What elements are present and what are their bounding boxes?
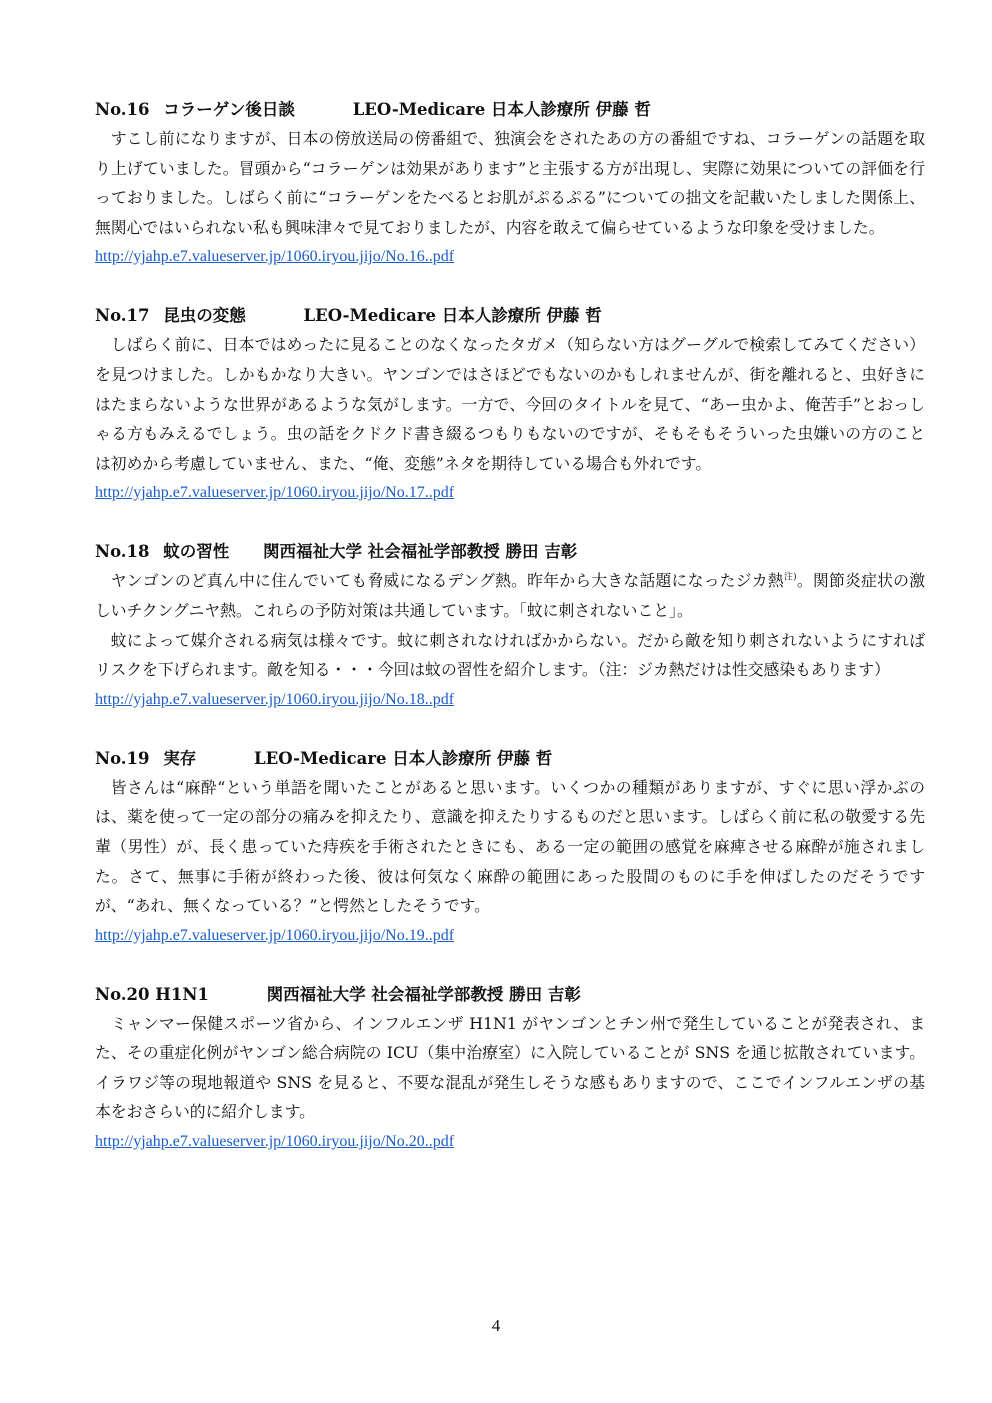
- article-number: No.20 H1N1: [95, 984, 209, 1004]
- article-number: No.17: [95, 306, 150, 326]
- article-title: コラーゲン後日談: [163, 100, 295, 119]
- article-paragraph: 皆さんは“麻酔“という単語を聞いたことがあると思います。いくつかの種類がありますが、すぐに思い浮かぶのは、薬を使って一定の部分の痛みを抑えたり、意識を抑えたりするものだと思います。しばらく前に私の敬愛する先輩（男性）が、長く患っていた痔疾を手術されたときにも、ある一定の範囲の感覚を麻痺させる麻酔が施されました。さて、無事に手術が終わった後、彼は何気なく麻酔の範囲にあった股間のものに手を伸ばしたのだそうですが、“あれ、無くなっている？”と愕然としたそうです。: [95, 777, 925, 916]
- article-no16: [95, 96, 925, 272]
- article-title: 昆虫の変態: [163, 306, 246, 326]
- article-heading: [95, 538, 925, 566]
- article-heading: [95, 302, 925, 330]
- article-link[interactable]: http://yjahp.e7.valueserver.jp/1060.iryou.jijo/No.20..pdf: [95, 1133, 455, 1151]
- article-paragraph: すこし前になりますが、日本の傍放送局の傍番組で、独演会をされたあの方の番組ですね、コラーゲンの話題を取り上げていました。冒頭から“コラーゲンは効果があります”と主張する方が出現し、実際に効果についての評価を行っておりました。しばらく前に“コラーゲンをたべるとお肌がぷるぷる”についての拙文を記載いたしました関係上、無関心ではいられない私も興味津々で見ておりましたが、内容を敢えて偏らせているような印象を受けました。: [95, 129, 925, 237]
- article-number: No.16: [95, 100, 150, 119]
- article-author: LEO-Medicare 日本人診療所 伊藤 哲: [254, 748, 553, 768]
- article-heading: [95, 745, 925, 773]
- paragraph-text: 。関節炎症状の激しいチクングニヤ熱。これらの予防対策は共通しています。「蚊に刺されないこと」。: [95, 571, 925, 620]
- article-no20: [95, 981, 925, 1157]
- article-no17: [95, 302, 925, 508]
- article-paragraph: [95, 566, 925, 625]
- page-number: 4: [491, 1316, 501, 1335]
- article-paragraph: ミャンマー保健スポーツ省から、インフルエンザ H1N1 がヤンゴンとチン州で発生していることが発表され、また、その重症化例がヤンゴン総合病院の ICU（集中治療室）に入院していることが SNS を通じ拡散されています。イラワジ等の現地報道や SNS を見ると、不要な混乱が発生しそうな感もありますので、ここでインフルエンザの基本をおさらい的に紹介します。: [95, 1013, 925, 1122]
- article-author: LEO-Medicare 日本人診療所 伊藤 哲: [303, 306, 602, 326]
- article-author: LEO-Medicare 日本人診療所 伊藤 哲: [352, 100, 651, 119]
- paragraph-text: ヤンゴンのど真ん中に住んでいても脅威になるデング熱。昨年から大きな話題になったジカ熱: [110, 571, 784, 591]
- article-link[interactable]: http://yjahp.e7.valueserver.jp/1060.iryou.jijo/No.19..pdf: [95, 926, 455, 944]
- article-link[interactable]: http://yjahp.e7.valueserver.jp/1060.iryou.jijo/No.18..pdf: [95, 690, 455, 708]
- article-paragraph: 蚊によって媒介される病気は様々です。蚊に刺されなければかからない。だから敵を知り刺されないようにすればリスクを下げられます。敵を知る・・・今回は蚊の習性を紹介します。（注：ジカ熱だけは性交感染もあります）: [95, 630, 925, 680]
- article-number: No.18: [95, 542, 150, 562]
- article-title: 実存: [163, 748, 197, 768]
- article-title: 蚊の習性: [163, 542, 230, 562]
- article-author: 関西福祉大学 社会福祉学部教授 勝田 吉彰: [266, 984, 581, 1004]
- article-no18: [95, 538, 925, 714]
- article-paragraph: しばらく前に、日本ではめったに見ることのなくなったタガメ（知らない方はグーグルで検索してみてください）を見つけました。しかもかなり大きい。ヤンゴンではさほどでもないのかもしれませんが、街を離れると、虫好きにはたまらないような世界があるような気がします。一方で、今回のタイトルを見て、“あー虫かよ、俺苦手”とおっしゃる方もみえるでしょう。虫の話をクドクド書き綴るつもりもないのですが、そもそもそういった虫嫌いの方のことは初めから考慮していません、また、“俺、変態”ネタを期待している場合も外れです。: [95, 335, 925, 473]
- article-number: No.19: [95, 748, 150, 768]
- article-heading: [95, 96, 925, 124]
- article-author: 関西福祉大学 社会福祉学部教授 勝田 吉彰: [263, 542, 578, 562]
- article-heading: [95, 981, 925, 1009]
- article-no19: [95, 745, 925, 951]
- document-page: [95, 96, 925, 1187]
- article-link[interactable]: http://yjahp.e7.valueserver.jp/1060.iryou.jijo/No.17..pdf: [95, 484, 455, 502]
- article-link[interactable]: http://yjahp.e7.valueserver.jp/1060.iryou.jijo/No.16..pdf: [95, 248, 455, 266]
- footnote-mark: 注): [783, 573, 797, 584]
